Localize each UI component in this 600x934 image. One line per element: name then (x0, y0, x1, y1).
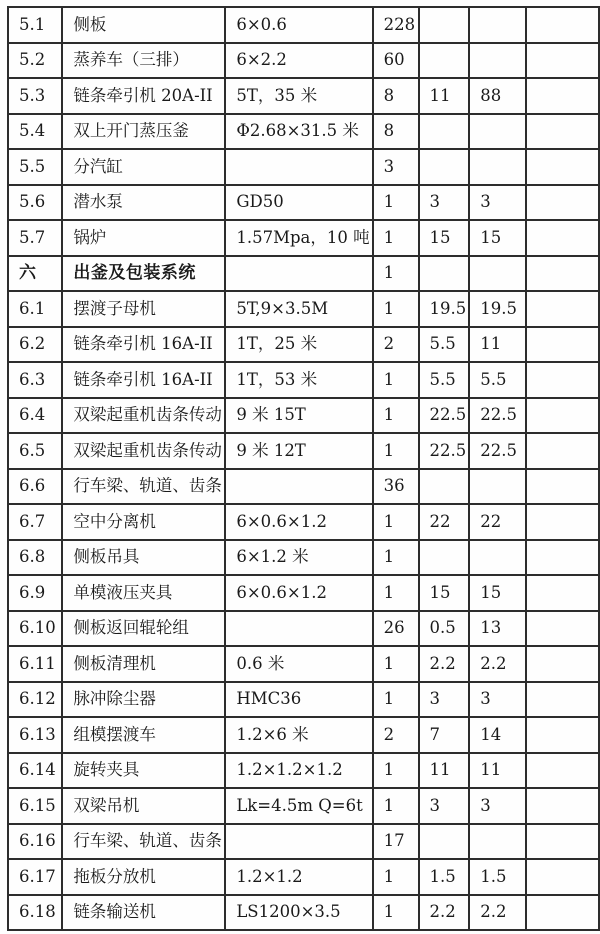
cell-total-value (469, 43, 526, 79)
cell-item-no: 5.5 (8, 149, 62, 185)
cell-quantity: 8 (373, 114, 419, 150)
cell-remark (526, 540, 599, 576)
cell-item-name: 链条牵引机 16A-II (62, 362, 225, 398)
cell-spec: 6×0.6×1.2 (225, 575, 372, 611)
cell-item-no: 6.9 (8, 575, 62, 611)
cell-item-name: 组模摆渡车 (62, 717, 225, 753)
table-row (8, 540, 599, 576)
cell-total-value: 19.5 (469, 291, 526, 327)
cell-spec: 5T，35 米 (225, 78, 372, 114)
cell-unit-value: 7 (419, 717, 470, 753)
cell-quantity: 1 (373, 859, 419, 895)
cell-unit-value: 2.2 (419, 646, 470, 682)
cell-unit-value (419, 7, 470, 43)
cell-item-no: 6.14 (8, 753, 62, 789)
table-row (8, 753, 599, 789)
cell-total-value: 2.2 (469, 646, 526, 682)
cell-total-value: 11 (469, 327, 526, 363)
cell-spec: 1T，25 米 (225, 327, 372, 363)
cell-remark (526, 611, 599, 647)
cell-spec: 1.2×1.2×1.2 (225, 753, 372, 789)
cell-unit-value (419, 43, 470, 79)
table-row (8, 114, 599, 150)
cell-remark (526, 433, 599, 469)
cell-item-name: 行车梁、轨道、齿条 (62, 824, 225, 860)
cell-item-no: 6.2 (8, 327, 62, 363)
cell-total-value: 3 (469, 682, 526, 718)
equipment-table-body (8, 7, 599, 930)
table-row (8, 895, 599, 931)
cell-remark (526, 788, 599, 824)
cell-spec: GD50 (225, 185, 372, 221)
cell-unit-value (419, 149, 470, 185)
cell-remark (526, 824, 599, 860)
table-row (8, 291, 599, 327)
cell-spec (225, 824, 372, 860)
cell-remark (526, 43, 599, 79)
cell-total-value (469, 540, 526, 576)
cell-remark (526, 717, 599, 753)
cell-quantity: 1 (373, 220, 419, 256)
cell-item-name: 侧板返回辊轮组 (62, 611, 225, 647)
cell-total-value: 1.5 (469, 859, 526, 895)
cell-spec (225, 611, 372, 647)
cell-spec (225, 256, 372, 292)
cell-item-no: 6.13 (8, 717, 62, 753)
cell-item-name: 侧板吊具 (62, 540, 225, 576)
cell-unit-value: 19.5 (419, 291, 470, 327)
cell-spec (225, 149, 372, 185)
cell-item-no: 6.16 (8, 824, 62, 860)
cell-quantity: 1 (373, 398, 419, 434)
cell-unit-value: 0.5 (419, 611, 470, 647)
cell-remark (526, 753, 599, 789)
cell-total-value: 22 (469, 504, 526, 540)
cell-spec: 0.6 米 (225, 646, 372, 682)
cell-remark (526, 114, 599, 150)
cell-unit-value (419, 540, 470, 576)
cell-remark (526, 185, 599, 221)
cell-item-no: 6.8 (8, 540, 62, 576)
cell-quantity: 1 (373, 540, 419, 576)
cell-item-no: 6.18 (8, 895, 62, 931)
cell-total-value (469, 824, 526, 860)
cell-total-value (469, 256, 526, 292)
cell-total-value: 22.5 (469, 398, 526, 434)
cell-unit-value: 11 (419, 78, 470, 114)
cell-item-name: 脉冲除尘器 (62, 682, 225, 718)
cell-item-no: 6.12 (8, 682, 62, 718)
cell-item-no: 6.1 (8, 291, 62, 327)
cell-unit-value: 15 (419, 575, 470, 611)
cell-quantity: 60 (373, 43, 419, 79)
cell-unit-value: 22.5 (419, 433, 470, 469)
cell-spec: 1T，53 米 (225, 362, 372, 398)
equipment-table (7, 6, 600, 931)
cell-remark (526, 398, 599, 434)
table-row (8, 185, 599, 221)
cell-total-value (469, 7, 526, 43)
cell-remark (526, 256, 599, 292)
cell-item-no: 6.5 (8, 433, 62, 469)
table-row (8, 149, 599, 185)
cell-total-value: 15 (469, 220, 526, 256)
cell-quantity: 17 (373, 824, 419, 860)
cell-spec: 1.2×6 米 (225, 717, 372, 753)
table-row (8, 611, 599, 647)
cell-unit-value: 11 (419, 753, 470, 789)
table-row (8, 327, 599, 363)
cell-remark (526, 646, 599, 682)
cell-remark (526, 78, 599, 114)
cell-item-no: 6.15 (8, 788, 62, 824)
cell-spec: 1.2×1.2 (225, 859, 372, 895)
cell-unit-value: 3 (419, 682, 470, 718)
cell-spec: HMC36 (225, 682, 372, 718)
cell-unit-value (419, 114, 470, 150)
cell-item-name: 蒸养车（三排） (62, 43, 225, 79)
cell-quantity: 36 (373, 469, 419, 505)
cell-item-name: 锅炉 (62, 220, 225, 256)
cell-total-value: 3 (469, 185, 526, 221)
cell-unit-value (419, 256, 470, 292)
cell-spec: Φ2.68×31.5 米 (225, 114, 372, 150)
cell-quantity: 1 (373, 433, 419, 469)
cell-item-no: 5.1 (8, 7, 62, 43)
cell-item-no: 5.7 (8, 220, 62, 256)
cell-unit-value: 1.5 (419, 859, 470, 895)
cell-spec: 6×2.2 (225, 43, 372, 79)
cell-quantity: 26 (373, 611, 419, 647)
cell-total-value: 88 (469, 78, 526, 114)
cell-quantity: 1 (373, 362, 419, 398)
cell-quantity: 2 (373, 327, 419, 363)
cell-total-value (469, 149, 526, 185)
cell-spec: 6×1.2 米 (225, 540, 372, 576)
cell-remark (526, 291, 599, 327)
cell-item-no: 6.6 (8, 469, 62, 505)
cell-item-name: 链条牵引机 20A-II (62, 78, 225, 114)
cell-item-name: 侧板 (62, 7, 225, 43)
table-row (8, 824, 599, 860)
cell-remark (526, 220, 599, 256)
cell-item-name: 拖板分放机 (62, 859, 225, 895)
cell-quantity: 1 (373, 291, 419, 327)
cell-total-value: 15 (469, 575, 526, 611)
cell-spec: Lk=4.5m Q=6t (225, 788, 372, 824)
table-row (8, 220, 599, 256)
cell-spec: 6×0.6 (225, 7, 372, 43)
cell-total-value: 13 (469, 611, 526, 647)
cell-item-name: 双上开门蒸压釜 (62, 114, 225, 150)
cell-unit-value: 5.5 (419, 327, 470, 363)
cell-item-name: 行车梁、轨道、齿条 (62, 469, 225, 505)
cell-item-name: 双梁吊机 (62, 788, 225, 824)
cell-unit-value: 3 (419, 788, 470, 824)
cell-item-name: 链条输送机 (62, 895, 225, 931)
table-row (8, 256, 599, 292)
cell-item-name: 链条牵引机 16A-II (62, 327, 225, 363)
cell-remark (526, 327, 599, 363)
cell-unit-value: 15 (419, 220, 470, 256)
cell-unit-value (419, 824, 470, 860)
cell-item-no: 6.7 (8, 504, 62, 540)
cell-unit-value: 22.5 (419, 398, 470, 434)
cell-item-no: 6.11 (8, 646, 62, 682)
cell-quantity: 1 (373, 256, 419, 292)
cell-total-value: 5.5 (469, 362, 526, 398)
cell-unit-value: 3 (419, 185, 470, 221)
cell-quantity: 1 (373, 895, 419, 931)
table-row (8, 504, 599, 540)
cell-total-value: 3 (469, 788, 526, 824)
cell-item-name: 旋转夹具 (62, 753, 225, 789)
cell-total-value: 14 (469, 717, 526, 753)
cell-item-name: 双梁起重机齿条传动 (62, 398, 225, 434)
table-row (8, 788, 599, 824)
cell-item-name: 出釜及包装系统 (62, 256, 225, 292)
cell-item-no: 6.4 (8, 398, 62, 434)
cell-item-name: 单模液压夹具 (62, 575, 225, 611)
table-row (8, 859, 599, 895)
table-row (8, 433, 599, 469)
cell-quantity: 228 (373, 7, 419, 43)
cell-quantity: 1 (373, 185, 419, 221)
cell-quantity: 1 (373, 753, 419, 789)
cell-quantity: 1 (373, 682, 419, 718)
table-row (8, 78, 599, 114)
cell-item-name: 侧板清理机 (62, 646, 225, 682)
cell-item-name: 摆渡子母机 (62, 291, 225, 327)
cell-spec (225, 469, 372, 505)
cell-total-value: 2.2 (469, 895, 526, 931)
table-row (8, 575, 599, 611)
cell-unit-value: 2.2 (419, 895, 470, 931)
cell-remark (526, 149, 599, 185)
cell-remark (526, 895, 599, 931)
cell-item-no: 5.2 (8, 43, 62, 79)
cell-quantity: 2 (373, 717, 419, 753)
cell-remark (526, 859, 599, 895)
cell-item-no: 6.17 (8, 859, 62, 895)
cell-quantity: 3 (373, 149, 419, 185)
cell-unit-value: 22 (419, 504, 470, 540)
cell-item-no: 六 (8, 256, 62, 292)
cell-quantity: 1 (373, 646, 419, 682)
cell-item-no: 5.3 (8, 78, 62, 114)
table-row (8, 682, 599, 718)
cell-unit-value (419, 469, 470, 505)
cell-unit-value: 5.5 (419, 362, 470, 398)
table-row (8, 7, 599, 43)
cell-item-name: 分汽缸 (62, 149, 225, 185)
cell-item-name: 潜水泵 (62, 185, 225, 221)
cell-spec: 9 米 12T (225, 433, 372, 469)
table-row (8, 717, 599, 753)
cell-remark (526, 682, 599, 718)
cell-total-value: 11 (469, 753, 526, 789)
cell-remark (526, 7, 599, 43)
cell-item-no: 5.6 (8, 185, 62, 221)
cell-item-no: 5.4 (8, 114, 62, 150)
table-row (8, 398, 599, 434)
cell-item-no: 6.10 (8, 611, 62, 647)
cell-quantity: 1 (373, 575, 419, 611)
table-row (8, 646, 599, 682)
cell-remark (526, 469, 599, 505)
cell-spec: LS1200×3.5 (225, 895, 372, 931)
cell-total-value: 22.5 (469, 433, 526, 469)
cell-spec: 6×0.6×1.2 (225, 504, 372, 540)
cell-item-no: 6.3 (8, 362, 62, 398)
cell-spec: 5T,9×3.5M (225, 291, 372, 327)
cell-spec: 1.57Mpa，10 吨 (225, 220, 372, 256)
cell-quantity: 1 (373, 504, 419, 540)
table-row (8, 43, 599, 79)
cell-quantity: 1 (373, 788, 419, 824)
table-row (8, 469, 599, 505)
cell-item-name: 空中分离机 (62, 504, 225, 540)
cell-remark (526, 362, 599, 398)
cell-remark (526, 504, 599, 540)
cell-total-value (469, 469, 526, 505)
cell-quantity: 8 (373, 78, 419, 114)
cell-total-value (469, 114, 526, 150)
cell-item-name: 双梁起重机齿条传动 (62, 433, 225, 469)
cell-remark (526, 575, 599, 611)
cell-spec: 9 米 15T (225, 398, 372, 434)
table-row (8, 362, 599, 398)
